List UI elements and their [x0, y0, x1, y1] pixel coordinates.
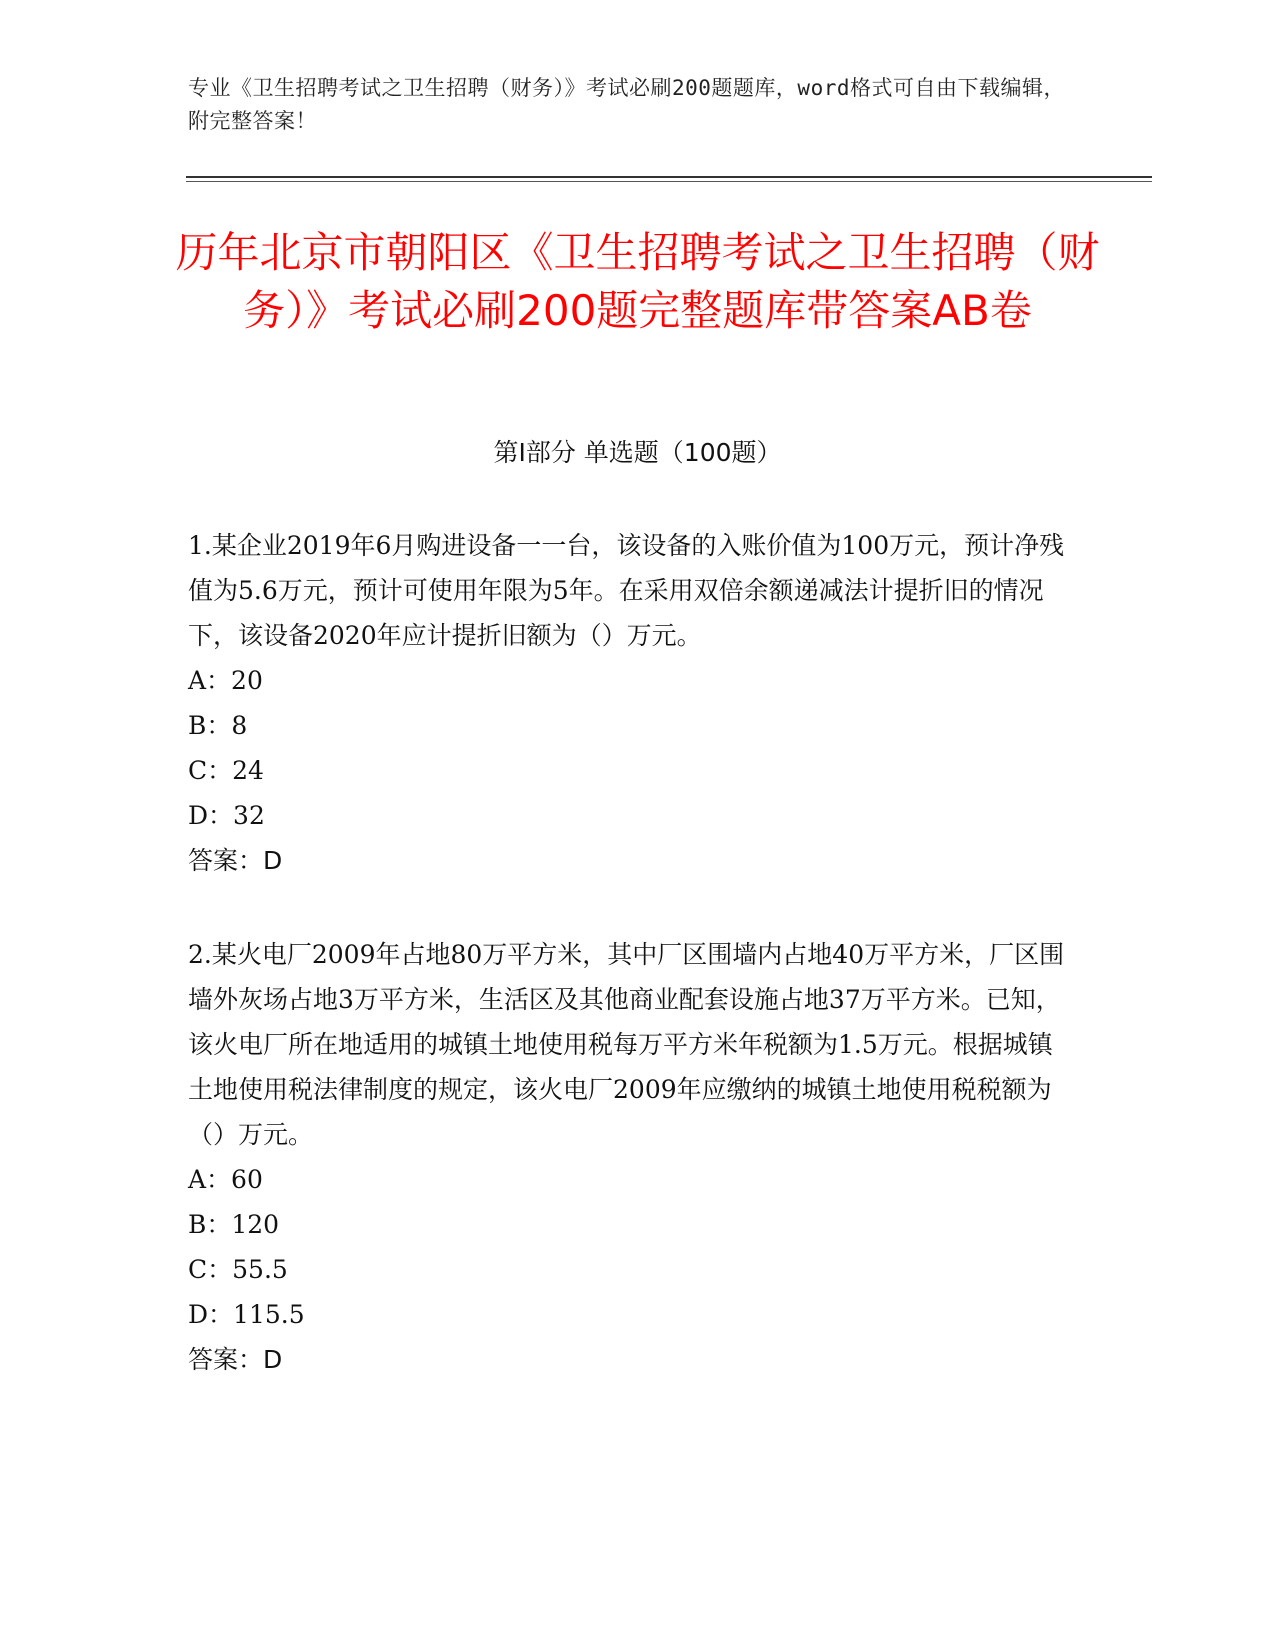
header-divider-thick — [186, 176, 1152, 178]
answer-line: 答案：D — [188, 846, 283, 875]
question-1 — [188, 523, 1068, 883]
answer-line: 答案：D — [188, 1345, 283, 1374]
question-stem: 1.某企业2019年6月购进设备一一台，该设备的入账价值为100万元，预计净残值为5.6万元，预计可使用年限为5年。在采用双倍余额递减法计提折旧的情况下，该设备2020年应计提折旧额为（）万元。 — [188, 531, 1065, 650]
option-b: B：120 — [188, 1210, 280, 1239]
question-2 — [188, 932, 1068, 1382]
question-stem: 2.某火电厂2009年占地80万平方米，其中厂区围墙内占地40万平方米，厂区围墙外灰场占地3万平方米，生活区及其他商业配套设施占地37万平方米。已知，该火电厂所在地适用的城镇土地使用税每万平方米年税额为1.5万元。根据城镇土地使用税法律制度的规定，该火电厂2009年应缴纳的城镇土地使用税税额为（）万元。 — [188, 940, 1065, 1149]
option-d: D：32 — [188, 801, 265, 830]
header-divider-thin — [186, 181, 1152, 182]
option-c: C：55.5 — [188, 1255, 288, 1284]
section-heading: 第I部分 单选题（100题） — [493, 438, 782, 467]
document-title: 历年北京市朝阳区《卫生招聘考试之卫生招聘（财务）》考试必刷200题完整题库带答案AB卷 — [175, 228, 1100, 335]
option-c: C：24 — [188, 756, 264, 785]
option-b: B：8 — [188, 711, 248, 740]
header-note: 专业《卫生招聘考试之卫生招聘（财务）》考试必刷200题题库，word格式可自由下载编辑，附完整答案！ — [188, 76, 1065, 133]
option-d: D：115.5 — [188, 1300, 305, 1329]
option-a: A：60 — [188, 1165, 263, 1194]
option-a: A：20 — [188, 666, 263, 695]
